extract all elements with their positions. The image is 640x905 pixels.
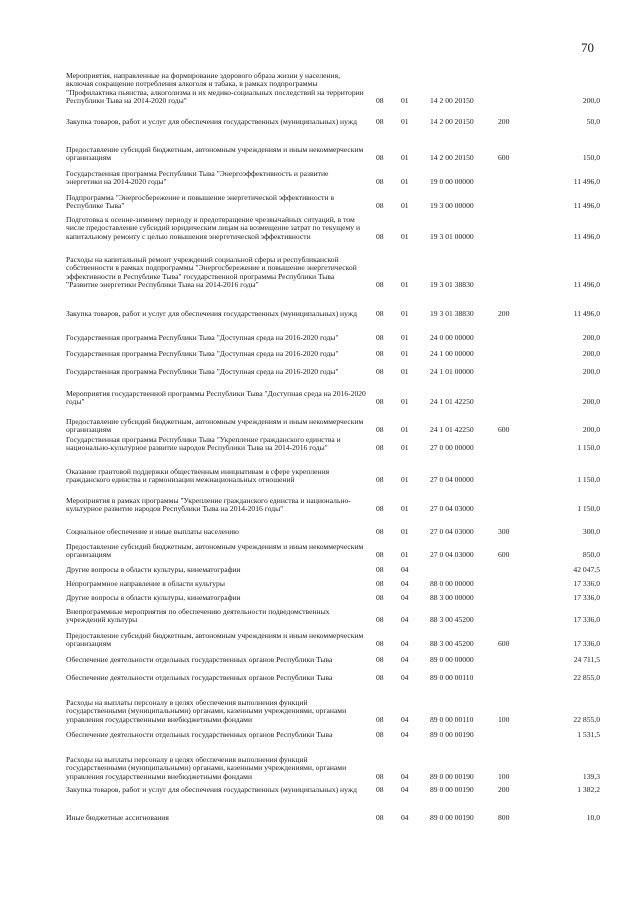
cell-sum: 24 711,5: [573, 655, 600, 664]
cell-csr: 89 0 00 00190: [430, 785, 474, 794]
cell-csr: 89 0 00 00190: [430, 813, 474, 822]
cell-vr: 600: [498, 153, 510, 163]
cell-prz: 04: [401, 593, 409, 602]
table-row: [66, 72, 606, 106]
cell-name: Подпрограмма "Энергосбережение и повышение энергетической эффективности в Республике Тыва": [66, 193, 335, 211]
cell-rz: 08: [376, 231, 384, 241]
cell-name: Расходы на капитальный ремонт учреждений социальной сферы и республиканской собственности в рамках подпрограммы "Энергосбережение и повышение энергетической эффективности в Республике Тыва" государственной программы Республики Тыва "Развитие энергетики Республики Тыва на 2014-2016 годы": [66, 255, 357, 290]
cell-prz: 01: [401, 550, 409, 560]
cell-rz: 08: [376, 527, 384, 536]
table-row: [66, 468, 606, 485]
cell-rz: 08: [376, 550, 384, 560]
cell-csr: 27 0 04 03000: [430, 504, 474, 514]
cell-rz: 08: [376, 504, 384, 514]
cell-csr: 89 0 00 00190: [430, 771, 474, 781]
cell-name: Предоставление субсидий бюджетным, автономным учреждениям и иным некоммерческим организациям: [66, 542, 364, 560]
cell-prz: 01: [401, 231, 409, 241]
cell-prz: 01: [401, 280, 409, 290]
cell-rz: 08: [376, 771, 384, 781]
cell-rz: 08: [376, 565, 384, 574]
table-row: [66, 118, 606, 126]
table-row: [66, 566, 606, 574]
table-row: [66, 594, 606, 602]
cell-name: Государственная программа Республики Тыва "Доступная среда на 2016-2020 годы": [66, 349, 339, 358]
cell-csr: 27 0 04 00000: [430, 475, 474, 485]
table-row: [66, 656, 606, 664]
cell-vr: 600: [498, 425, 510, 435]
cell-csr: 88 0 00 00000: [430, 579, 474, 588]
table-row: [66, 350, 606, 358]
cell-csr: 24 1 01 00000: [430, 367, 474, 376]
cell-sum: 200,0: [582, 367, 600, 376]
cell-sum: 200,0: [582, 333, 600, 342]
cell-rz: 08: [376, 425, 384, 435]
cell-name: Иные бюджетные ассигнования: [66, 813, 169, 822]
cell-sum: 139,3: [582, 771, 600, 781]
table-row: [66, 674, 606, 682]
cell-csr: 27 0 00 00000: [430, 443, 474, 453]
cell-name: Непрограммное направление в области культуры: [66, 579, 225, 588]
table-row: [66, 528, 606, 536]
cell-name: Мероприятия, направленные на формирование здорового образа жизни у населения, включая сокращение потребления алкоголя и табака, в рамках подпрограммы "Профилактика пьянства, алкоголизма и их медико-социальных последствий на территории Республики Тыва на 2014-2020 годы": [66, 71, 364, 106]
cell-rz: 08: [376, 177, 384, 187]
cell-rz: 08: [376, 309, 384, 318]
cell-name: Подготовка к осенне-зимнему периоду и предотвращение чрезвычайных ситуаций, в том числе предоставление субсидий юридическим лицам на возмещение затрат по текущему и капитальному ремонту с целью повышения энергетической эффективности: [66, 215, 361, 241]
cell-sum: 1 531,5: [577, 730, 600, 739]
cell-csr: 14 2 00 20150: [430, 117, 474, 126]
cell-name: Внепрограммные мероприятия по обеспечению деятельности подведомственных учреждений культуры: [66, 607, 330, 625]
cell-sum: 200,0: [582, 397, 600, 407]
cell-vr: 800: [498, 813, 510, 822]
cell-name: Расходы на выплаты персоналу в целях обеспечения выполнения функций государственными (муниципальными) органами, казенными учреждениями, органами управления государственными внебюджетными фондами: [66, 755, 347, 781]
cell-prz: 01: [401, 443, 409, 453]
cell-csr: 24 1 01 42250: [430, 397, 474, 407]
cell-sum: 200,0: [582, 96, 600, 106]
cell-prz: 01: [401, 201, 409, 211]
cell-rz: 08: [376, 96, 384, 106]
cell-sum: 1 150,0: [577, 443, 600, 453]
cell-name: Закупка товаров, работ и услуг для обеспечения государственных (муниципальных) нужд: [66, 117, 357, 126]
table-row: [66, 731, 606, 739]
cell-name: Оказание грантовой поддержки общественным инициативам в сфере укрепления гражданского единства и гармонизации межнациональных отношений: [66, 467, 330, 485]
cell-prz: 04: [401, 565, 409, 574]
cell-csr: 89 0 00 00110: [430, 673, 474, 682]
cell-sum: 22 855,0: [573, 714, 600, 724]
cell-sum: 10,0: [586, 813, 600, 822]
cell-prz: 01: [401, 504, 409, 514]
cell-prz: 01: [401, 309, 409, 318]
cell-sum: 17 336,0: [573, 593, 600, 602]
cell-sum: 1 150,0: [577, 504, 600, 514]
cell-name: Мероприятия государственной программы Республики Тыва "Доступная среда на 2016-2020 годы": [66, 389, 366, 407]
cell-name: Государственная программа Республики Тыва "Доступная среда на 2016-2020 годы": [66, 333, 339, 342]
table-row: [66, 580, 606, 588]
cell-vr: 100: [498, 771, 510, 781]
cell-prz: 04: [401, 813, 409, 822]
table-row: [66, 256, 606, 290]
cell-rz: 08: [376, 117, 384, 126]
cell-rz: 08: [376, 349, 384, 358]
table-row: [66, 756, 606, 781]
cell-prz: 04: [401, 673, 409, 682]
cell-prz: 04: [401, 615, 409, 625]
cell-csr: 19 3 01 38830: [430, 309, 474, 318]
table-row: [66, 216, 606, 241]
table-row: [66, 608, 606, 625]
cell-sum: 200,0: [582, 349, 600, 358]
cell-csr: 88 3 00 45200: [430, 615, 474, 625]
cell-rz: 08: [376, 201, 384, 211]
cell-prz: 04: [401, 579, 409, 588]
cell-rz: 08: [376, 730, 384, 739]
cell-csr: 89 0 00 00190: [430, 730, 474, 739]
cell-prz: 01: [401, 527, 409, 536]
table-row: [66, 418, 606, 435]
cell-sum: 17 336,0: [573, 579, 600, 588]
cell-rz: 08: [376, 397, 384, 407]
cell-rz: 08: [376, 673, 384, 682]
table-row: [66, 146, 606, 163]
cell-name: Закупка товаров, работ и услуг для обеспечения государственных (муниципальных) нужд: [66, 309, 357, 318]
table-row: [66, 814, 606, 822]
cell-name: Обеспечение деятельности отдельных государственных органов Республики Тыва: [66, 673, 333, 682]
table-row: [66, 632, 606, 649]
table-row: [66, 699, 606, 724]
table-row: [66, 436, 606, 453]
cell-prz: 04: [401, 785, 409, 794]
cell-csr: 24 0 00 00000: [430, 333, 474, 342]
cell-sum: 50,0: [586, 117, 600, 126]
cell-name: Социальное обеспечение и иные выплаты населению: [66, 527, 239, 536]
cell-rz: 08: [376, 443, 384, 453]
cell-name: Закупка товаров, работ и услуг для обеспечения государственных (муниципальных) нужд: [66, 785, 357, 794]
cell-prz: 01: [401, 177, 409, 187]
cell-prz: 04: [401, 771, 409, 781]
cell-sum: 42 047,5: [573, 565, 600, 574]
cell-vr: 300: [498, 527, 510, 536]
cell-prz: 01: [401, 349, 409, 358]
cell-sum: 150,0: [582, 153, 600, 163]
cell-csr: 89 0 00 00000: [430, 655, 474, 664]
table-row: [66, 310, 606, 318]
cell-rz: 08: [376, 615, 384, 625]
cell-rz: 08: [376, 579, 384, 588]
cell-rz: 08: [376, 785, 384, 794]
table-row: [66, 786, 606, 794]
cell-prz: 01: [401, 153, 409, 163]
cell-csr: 27 0 04 03000: [430, 527, 474, 536]
cell-prz: 04: [401, 714, 409, 724]
cell-csr: 88 3 00 00000: [430, 593, 474, 602]
cell-prz: 04: [401, 655, 409, 664]
cell-csr: 19 3 01 38830: [430, 280, 474, 290]
cell-prz: 01: [401, 367, 409, 376]
cell-name: Предоставление субсидий бюджетным, автономным учреждениям и иным некоммерческим организациям: [66, 145, 364, 163]
table-row: [66, 497, 606, 514]
cell-name: Обеспечение деятельности отдельных государственных органов Республики Тыва: [66, 730, 333, 739]
cell-rz: 08: [376, 593, 384, 602]
cell-sum: 200,0: [582, 425, 600, 435]
cell-name: Обеспечение деятельности отдельных государственных органов Республики Тыва: [66, 655, 333, 664]
cell-csr: 19 3 00 00000: [430, 201, 474, 211]
cell-sum: 17 336,0: [573, 615, 600, 625]
cell-csr: 89 0 00 00110: [430, 714, 474, 724]
cell-csr: 27 0 04 03000: [430, 550, 474, 560]
cell-prz: 04: [401, 639, 409, 649]
cell-prz: 01: [401, 397, 409, 407]
cell-rz: 08: [376, 714, 384, 724]
cell-csr: 14 2 00 20150: [430, 96, 474, 106]
cell-prz: 01: [401, 117, 409, 126]
cell-rz: 08: [376, 813, 384, 822]
cell-sum: 300,0: [582, 527, 600, 536]
cell-vr: 200: [498, 785, 510, 794]
table-row: [66, 543, 606, 560]
cell-prz: 01: [401, 425, 409, 435]
cell-sum: 11 496,0: [573, 231, 600, 241]
cell-rz: 08: [376, 280, 384, 290]
cell-sum: 11 496,0: [573, 280, 600, 290]
page-number: 70: [581, 40, 594, 55]
cell-sum: 11 496,0: [573, 177, 600, 187]
cell-prz: 04: [401, 730, 409, 739]
cell-prz: 01: [401, 333, 409, 342]
cell-csr: 19 0 00 00000: [430, 177, 474, 187]
cell-csr: 88 3 00 45200: [430, 639, 474, 649]
cell-csr: 24 1 01 42250: [430, 425, 474, 435]
table-row: [66, 390, 606, 407]
cell-name: Другие вопросы в области культуры, кинематографии: [66, 593, 241, 602]
cell-name: Расходы на выплаты персоналу в целях обеспечения выполнения функций государственными (муниципальными) органами, казенными учреждениями, органами управления государственными внебюджетными фондами: [66, 698, 347, 724]
cell-vr: 200: [498, 309, 510, 318]
cell-name: Государственная программа Республики Тыва "Доступная среда на 2016-2020 годы": [66, 367, 339, 376]
cell-csr: 14 2 00 20150: [430, 153, 474, 163]
cell-name: Государственная программа Республики Тыва "Энергоэффективность и развитие энергетики на 2014-2020 годы": [66, 169, 329, 187]
cell-sum: 850,0: [582, 550, 600, 560]
cell-sum: 22 855,0: [573, 673, 600, 682]
cell-name: Предоставление субсидий бюджетным, автономным учреждениям и иным некоммерческим организациям: [66, 631, 364, 649]
cell-name: Предоставление субсидий бюджетным, автономным учреждениям и иным некоммерческим организациям: [66, 417, 364, 435]
cell-name: Государственная программа Республики Тыва "Укрепление гражданского единства и национально-культурное развитие народов Республики Тыва на 2014-2016 годы": [66, 435, 341, 453]
cell-rz: 08: [376, 639, 384, 649]
cell-rz: 08: [376, 333, 384, 342]
cell-sum: 1 150,0: [577, 475, 600, 485]
cell-vr: 600: [498, 639, 510, 649]
table-row: [66, 334, 606, 342]
cell-name: Другие вопросы в области культуры, кинематографии: [66, 565, 241, 574]
cell-vr: 100: [498, 714, 510, 724]
cell-vr: 200: [498, 117, 510, 126]
cell-rz: 08: [376, 367, 384, 376]
table-row: [66, 194, 606, 211]
cell-prz: 01: [401, 96, 409, 106]
cell-prz: 01: [401, 475, 409, 485]
cell-name: Мероприятия в рамках программы "Укрепление гражданского единства и национально-культурное развитие народов Республики Тыва на 2014-2016 годы": [66, 496, 351, 514]
cell-sum: 11 496,0: [573, 309, 600, 318]
cell-csr: 24 1 00 00000: [430, 349, 474, 358]
cell-rz: 08: [376, 153, 384, 163]
cell-sum: 1 382,2: [577, 785, 600, 794]
table-row: [66, 368, 606, 376]
cell-sum: 11 496,0: [573, 201, 600, 211]
cell-sum: 17 336,0: [573, 639, 600, 649]
table-row: [66, 170, 606, 187]
cell-rz: 08: [376, 475, 384, 485]
cell-rz: 08: [376, 655, 384, 664]
cell-vr: 600: [498, 550, 510, 560]
cell-csr: 19 3 01 00000: [430, 231, 474, 241]
